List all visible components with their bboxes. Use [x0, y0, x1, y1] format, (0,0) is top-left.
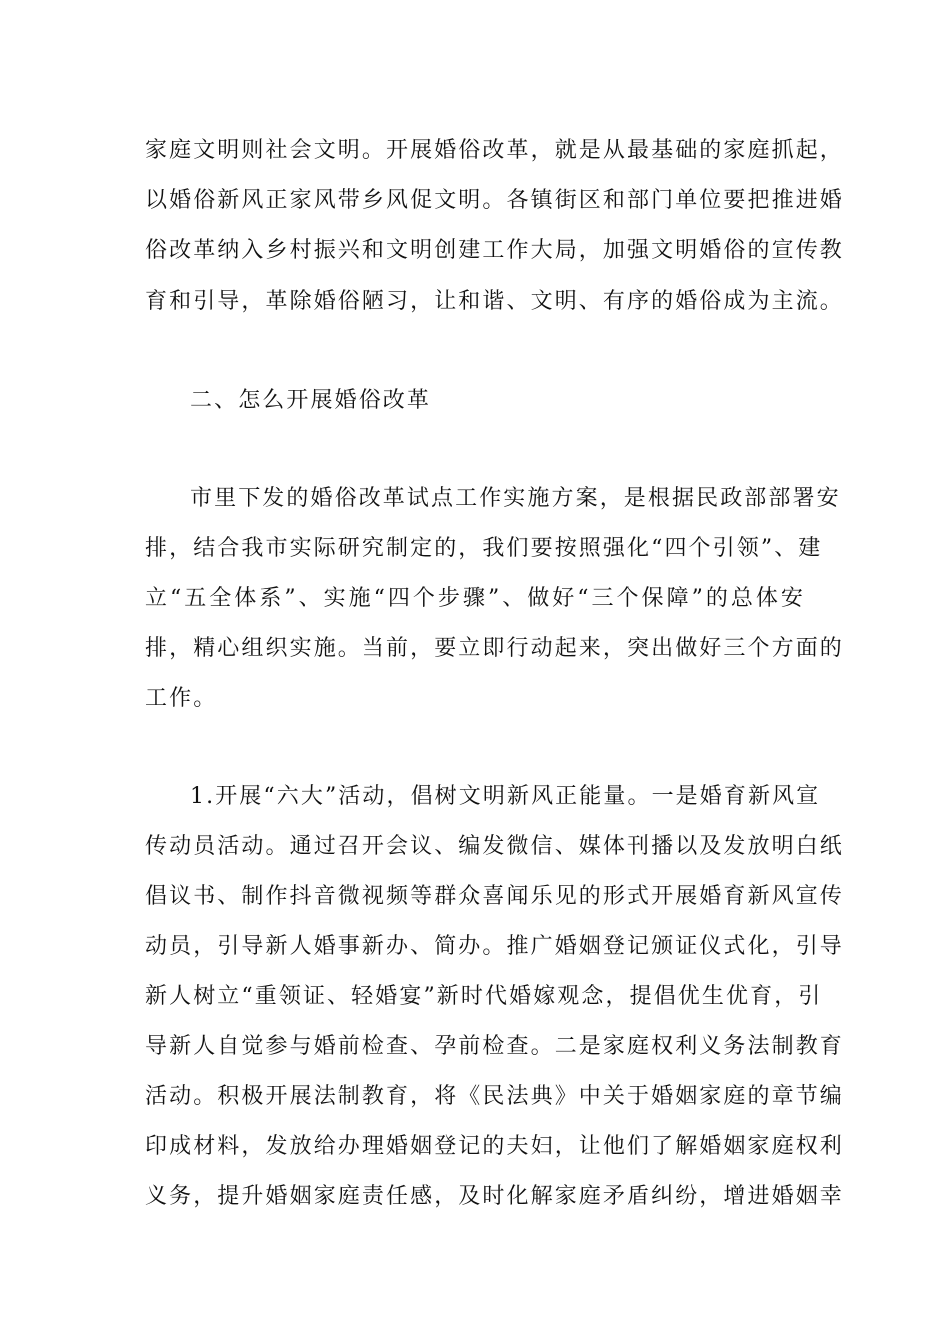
paragraph-2-line-2: 排，结合我市实际研究制定的，我们要按照强化“四个引领”、建	[145, 536, 823, 561]
paragraph-2-line-1: 市里下发的婚俗改革试点工作实施方案，是根据民政部部署安	[190, 486, 841, 511]
paragraph-2-line-3: 立“五全体系”、实施“四个步骤”、做好“三个保障”的总体安	[145, 586, 805, 611]
paragraph-1-line-4: 育和引导，革除婚俗陋习，让和谐、文明、有序的婚俗成为主流。	[145, 289, 844, 314]
section-heading: 二、怎么开展婚俗改革	[190, 388, 432, 413]
paragraph-3-line-7: 活动。积极开展法制教育，将《民法典》中关于婚姻家庭的章节编	[145, 1084, 844, 1109]
paragraph-3-line-4: 动员，引导新人婚事新办、简办。推广婚姻登记颁证仪式化，引导	[145, 934, 844, 959]
paragraph-3-line-9: 义务，提升婚姻家庭责任感，及时化解家庭矛盾纠纷，增进婚姻幸	[145, 1184, 844, 1209]
paragraph-3-line-6: 导新人自觉参与婚前检查、孕前检查。二是家庭权利义务法制教育	[145, 1034, 844, 1059]
paragraph-3-line-5: 新人树立“重领证、轻婚宴”新时代婚嫁观念，提倡优生优育，引	[145, 984, 823, 1009]
paragraph-3-line-3: 倡议书、制作抖音微视频等群众喜闻乐见的形式开展婚育新风宣传	[145, 884, 844, 909]
paragraph-1-line-3: 俗改革纳入乡村振兴和文明创建工作大局，加强文明婚俗的宣传教	[145, 238, 844, 263]
paragraph-2-line-5: 工作。	[145, 686, 218, 711]
paragraph-3-line-2: 传动员活动。通过召开会议、编发微信、媒体刊播以及发放明白纸	[145, 834, 844, 859]
paragraph-1-line-1: 家庭文明则社会文明。开展婚俗改革，就是从最基础的家庭抓起，	[145, 138, 844, 163]
paragraph-3-line-8: 印成材料，发放给办理婚姻登记的夫妇，让他们了解婚姻家庭权利	[145, 1134, 844, 1159]
paragraph-3-line-1: 1.开展“六大”活动，倡树文明新风正能量。一是婚育新风宣	[190, 784, 821, 809]
paragraph-1-line-2: 以婚俗新风正家风带乡风促文明。各镇街区和部门单位要把推进婚	[145, 188, 844, 213]
paragraph-2-line-4: 排，精心组织实施。当前，要立即行动起来，突出做好三个方面的	[145, 636, 844, 661]
